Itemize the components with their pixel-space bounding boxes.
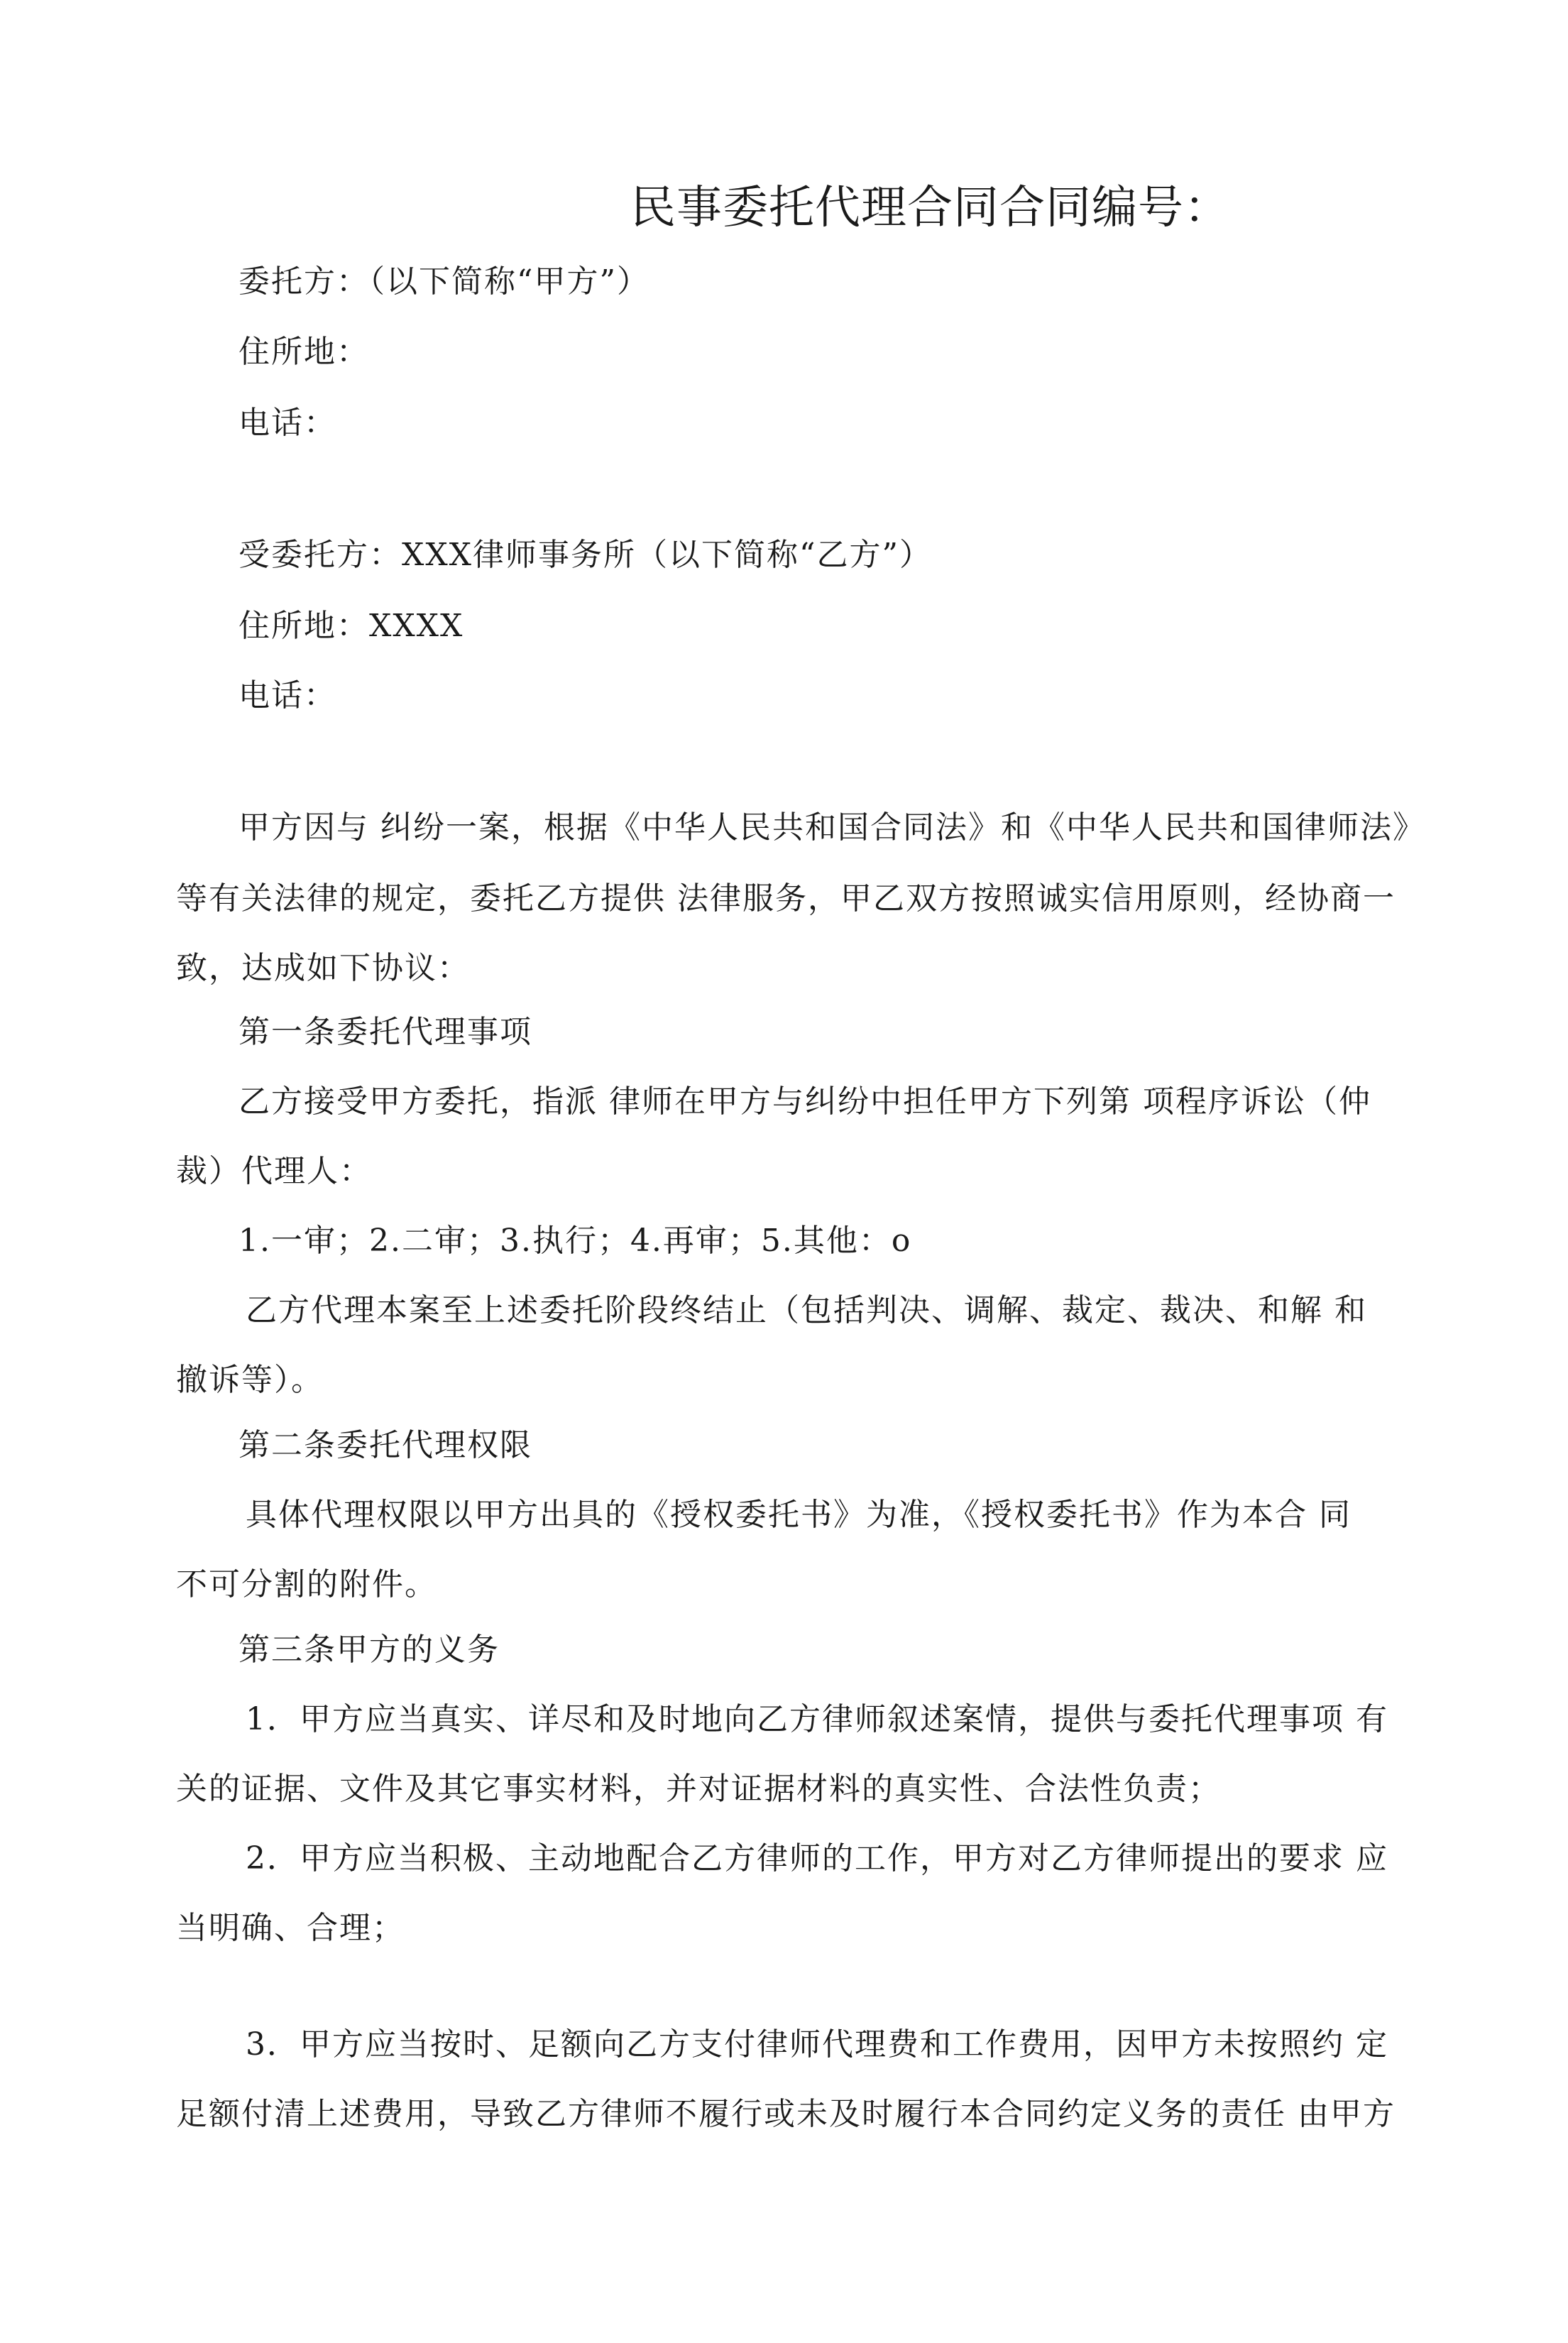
article-2-heading: 第二条委托代理权限: [239, 1427, 532, 1463]
party-b-address: 住所地：XXXX: [239, 608, 464, 644]
article-3-heading: 第三条甲方的义务: [239, 1632, 500, 1668]
article-1-heading: 第一条委托代理事项: [239, 1014, 532, 1050]
article-3-item2-line-1: 2．甲方应当积极、主动地配合乙方律师的工作，甲方对乙方律师提出的要求 应: [246, 1840, 1388, 1877]
preamble-line-3: 致，达成如下协议：: [176, 950, 470, 986]
article-1-para2-line-1: 乙方代理本案至上述委托阶段终结止（包括判决、调解、裁定、裁决、和解 和: [246, 1292, 1367, 1328]
party-a-phone: 电话：: [239, 405, 336, 441]
article-1-stages: 1.一审；2.二审；3.执行；4.再审；5.其他：o: [239, 1223, 912, 1259]
document-title: 民事委托代理合同合同编号：: [630, 182, 1230, 234]
party-b-name: 受委托方：XXX律师事务所（以下简称“乙方”）: [239, 537, 932, 573]
preamble-line-2: 等有关法律的规定，委托乙方提供 法律服务，甲乙双方按照诚实信用原则，经协商一: [176, 880, 1396, 917]
article-3-item3-line-1: 3．甲方应当按时、足额向乙方支付律师代理费和工作费用，因甲方未按照约 定: [246, 2026, 1388, 2063]
article-1-para1-line-1: 乙方接受甲方委托，指派 律师在甲方与纠纷中担任甲方下列第 项程序诉讼（仲: [239, 1083, 1371, 1120]
article-3-item1-line-1: 1．甲方应当真实、详尽和及时地向乙方律师叙述案情，提供与委托代理事项 有: [246, 1701, 1388, 1737]
party-a-name: 委托方：（以下简称“甲方”）: [239, 263, 649, 300]
article-3-item2-line-2: 当明确、合理；: [176, 1910, 405, 1946]
article-2-para-line-1: 具体代理权限以甲方出具的《授权委托书》为准，《授权委托书》作为本合 同: [246, 1497, 1352, 1533]
article-3-item1-line-2: 关的证据、文件及其它事实材料，并对证据材料的真实性、合法性负责；: [176, 1771, 1221, 1807]
article-1-para2-line-2: 撤诉等）。: [176, 1362, 324, 1398]
preamble-line-1: 甲方因与 纠纷一案，根据《中华人民共和国合同法》和《中华人民共和国律师法》: [239, 809, 1425, 846]
party-a-address: 住所地：: [239, 334, 369, 370]
article-3-item3-line-2: 足额付清上述费用，导致乙方律师不履行或未及时履行本合同约定义务的责任 由甲方: [176, 2096, 1396, 2132]
article-1-para1-line-2: 裁）代理人：: [176, 1153, 372, 1189]
article-2-para-line-2: 不可分割的附件。: [176, 1566, 437, 1602]
party-b-phone: 电话：: [239, 677, 336, 714]
